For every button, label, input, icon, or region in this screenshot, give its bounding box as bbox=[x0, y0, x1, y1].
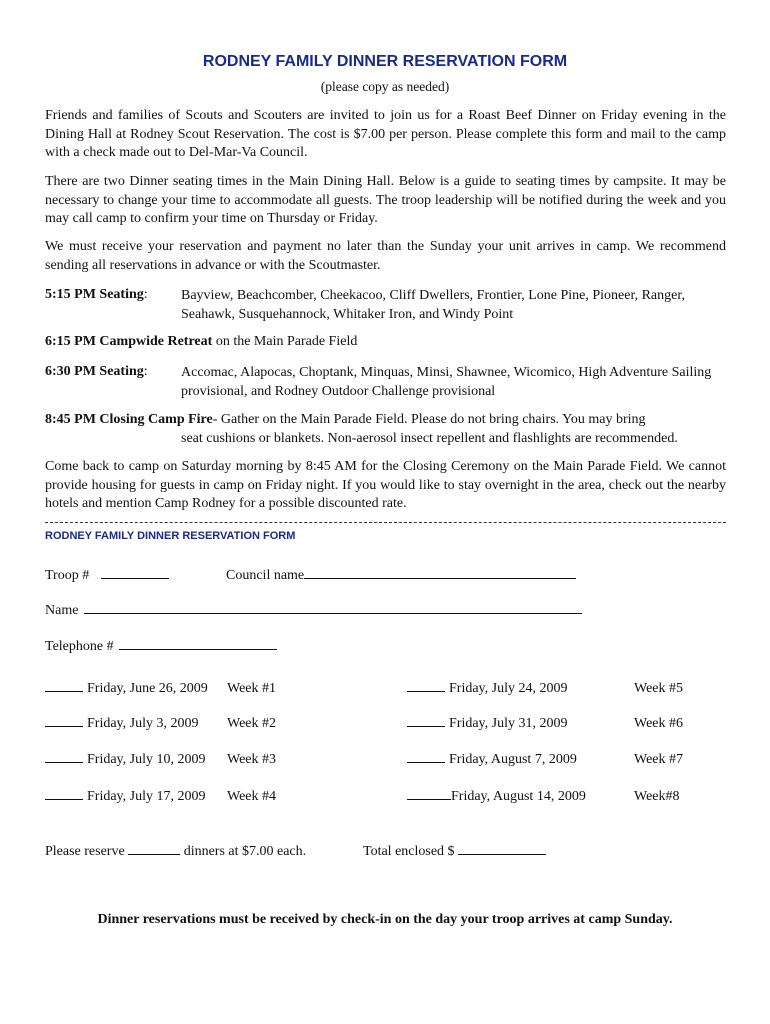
seating-1-campsites: Bayview, Beachcomber, Cheekacoo, Cliff Dwellers, Frontier, Lone Pine, Pioneer, Ranger, Seahawk, Susquehannock, Whitaker Iron, and Windy Point bbox=[181, 288, 685, 322]
total-input[interactable] bbox=[458, 840, 546, 855]
dinner-count-input[interactable] bbox=[128, 840, 180, 855]
page-subtitle: (please copy as needed) bbox=[320, 79, 450, 94]
seating-2-label: 6:30 PM Seating: bbox=[45, 364, 148, 379]
name-label: Name bbox=[45, 603, 79, 618]
week-checkbox-line[interactable] bbox=[45, 714, 83, 727]
form-heading: RODNEY FAMILY DINNER RESERVATION FORM bbox=[45, 530, 296, 542]
footer-note: Dinner reservations must be received by check-in on the day your troop arrives at camp Sunday. bbox=[97, 912, 673, 927]
week-checkbox-line[interactable] bbox=[407, 679, 445, 692]
cut-line bbox=[45, 514, 726, 523]
intro-paragraph-1: Friends and families of Scouts and Scouters are invited to join us for a Roast Beef Dinner on Friday evening in the Dining Hall at Rodney Scout Reservation. The cost is $7.00 per person. Please complete this form and mail to the camp with a check made out to Del-Mar-Va Council. bbox=[45, 108, 726, 160]
week-checkbox-line[interactable] bbox=[45, 679, 83, 692]
week-option[interactable]: Friday, August 14, 2009 Week#8 bbox=[407, 787, 680, 805]
week-option[interactable]: Friday, July 17, 2009 Week #4 bbox=[45, 787, 276, 805]
seating-2-campsites: Accomac, Alapocas, Choptank, Minquas, Minsi, Shawnee, Wicomico, High Adventure Sailing provisional, and Rodney Outdoor Challenge provisional bbox=[181, 365, 712, 399]
troop-label: Troop # bbox=[45, 568, 90, 583]
week-option[interactable]: Friday, July 10, 2009 Week #3 bbox=[45, 750, 276, 768]
intro-paragraph-2: There are two Dinner seating times in the Main Dining Hall. Below is a guide to seating times by campsite. It may be necessary to change your time to accommodate all guests. The troop leadership will be notified during the week and you may call camp to confirm your time on Thursday or Friday. bbox=[45, 174, 726, 226]
week-option[interactable]: Friday, July 24, 2009 Week #5 bbox=[407, 679, 683, 697]
week-checkbox-line[interactable] bbox=[45, 750, 83, 763]
council-field bbox=[226, 564, 576, 584]
seating-1-label: 5:15 PM Seating: bbox=[45, 287, 148, 302]
name-field bbox=[45, 599, 582, 619]
week-option[interactable]: Friday, July 31, 2009 Week #6 bbox=[407, 714, 683, 732]
closing-paragraph: Come back to camp on Saturday morning by 8:45 AM for the Closing Ceremony on the Main Parade Field. We cannot provide housing for guests in camp on Friday night. If you would like to stay overnight in the area, check out the nearby hotels and mention Camp Rodney for a possible discounted rate. bbox=[45, 459, 726, 511]
closing-camp-fire: 8:45 PM Closing Camp Fire- Gather on the Main Parade Field. Please do not bring chairs. You may bring bbox=[45, 412, 646, 427]
reserve-field: Please reserve dinners at $7.00 each. bbox=[45, 840, 306, 860]
week-checkbox-line[interactable] bbox=[45, 787, 83, 800]
troop-field bbox=[45, 564, 169, 584]
campwide-retreat: 6:15 PM Campwide Retreat on the Main Parade Field bbox=[45, 334, 358, 349]
troop-input[interactable] bbox=[101, 564, 169, 579]
week-option[interactable]: Friday, August 7, 2009 Week #7 bbox=[407, 750, 683, 768]
week-checkbox-line[interactable] bbox=[407, 714, 445, 727]
page-title: RODNEY FAMILY DINNER RESERVATION FORM bbox=[202, 53, 568, 70]
week-option[interactable]: Friday, July 3, 2009 Week #2 bbox=[45, 714, 276, 732]
closing-camp-fire-cont: seat cushions or blankets. Non-aerosol insect repellent and flashlights are recommended. bbox=[181, 431, 678, 446]
week-checkbox-line[interactable] bbox=[407, 787, 451, 800]
telephone-field bbox=[45, 635, 277, 655]
week-checkbox-line[interactable] bbox=[407, 750, 445, 763]
total-field: Total enclosed $ bbox=[363, 840, 546, 860]
week-option[interactable]: Friday, June 26, 2009 Week #1 bbox=[45, 679, 276, 697]
name-input[interactable] bbox=[84, 599, 582, 614]
council-input[interactable] bbox=[304, 564, 576, 579]
telephone-input[interactable] bbox=[119, 635, 277, 650]
intro-paragraph-3: We must receive your reservation and payment no later than the Sunday your unit arrives in camp. We recommend sending all reservations in advance or with the Scoutmaster. bbox=[45, 239, 726, 273]
telephone-label: Telephone # bbox=[45, 639, 114, 654]
council-label: Council name bbox=[226, 568, 305, 583]
